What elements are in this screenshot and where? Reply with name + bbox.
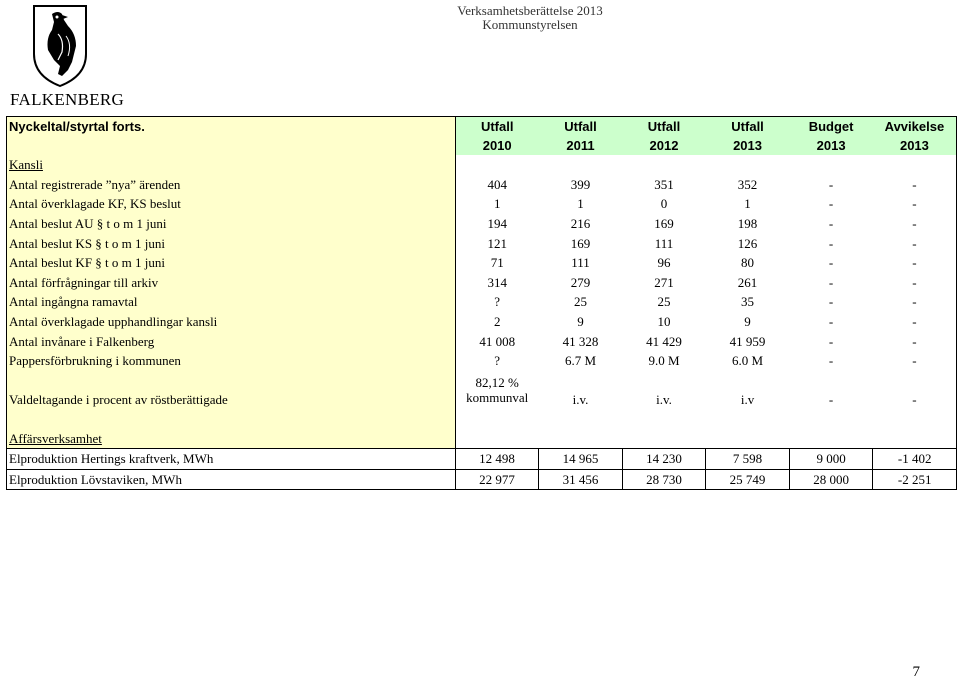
table-row <box>7 351 957 371</box>
cell-value: - <box>828 196 834 212</box>
cell-value: 80 <box>741 255 755 271</box>
cell-value: 111 <box>571 255 590 271</box>
section-title-affarsverksamhet: Affärsverksamhet <box>7 429 456 449</box>
cell-value: 194 <box>455 214 539 234</box>
cell-value: 1 <box>455 194 539 214</box>
cell-value: 9 <box>744 314 751 330</box>
column-year: 2013 <box>706 136 790 155</box>
column-header: Utfall <box>455 117 539 137</box>
cell-value: 9 <box>577 314 584 330</box>
cell-value: - <box>873 194 957 214</box>
cell-value: 25 <box>657 294 671 310</box>
section-title-kansli: Kansli <box>7 155 456 175</box>
cell-value: ? <box>455 292 539 312</box>
cell-value: 6.0 M <box>732 353 764 369</box>
cell-value: - <box>873 273 957 293</box>
cell-value: 10 <box>657 314 671 330</box>
cell-value <box>455 371 539 409</box>
cell-value: 41 429 <box>646 333 682 349</box>
cell-value: - <box>873 292 957 312</box>
cell-value: 71 <box>455 253 539 273</box>
table-row <box>7 371 957 409</box>
cell-value: - <box>828 314 834 330</box>
cell-value: 314 <box>455 273 539 293</box>
cell-value: 404 <box>455 175 539 195</box>
cell-value: 111 <box>654 235 674 251</box>
cell-value: 22 977 <box>455 469 539 490</box>
cell-value: 1 <box>577 196 584 212</box>
cell-value: 25 749 <box>706 469 790 490</box>
row-label: Pappersförbrukning i kommunen <box>7 351 456 371</box>
cell-value: 169 <box>654 216 674 232</box>
cell-value: 198 <box>737 216 758 232</box>
cell-value: 399 <box>570 176 591 192</box>
cell-value: - <box>828 391 834 407</box>
column-year: 2013 <box>873 136 957 155</box>
cell-value: i.v <box>740 391 755 407</box>
row-label: Antal överklagade upphandlingar kansli <box>7 312 456 332</box>
cell-value: 216 <box>570 216 591 232</box>
table-row <box>7 312 957 332</box>
cell-value: 41 959 <box>729 333 766 349</box>
row-label: Elproduktion Hertings kraftverk, MWh <box>7 449 456 470</box>
report-title: Verksamhetsberättelse 2013 <box>457 3 603 18</box>
table-row <box>7 469 957 490</box>
column-year: 2010 <box>455 136 539 155</box>
cell-value: i.v. <box>656 391 672 407</box>
table-row <box>7 449 957 470</box>
table-row <box>7 273 957 293</box>
cell-value: 121 <box>455 233 539 253</box>
column-header: Utfall <box>539 117 623 137</box>
cell-value: - <box>873 233 957 253</box>
cell-value: - <box>828 255 834 271</box>
cell-value: - <box>873 253 957 273</box>
row-label: Antal överklagade KF, KS beslut <box>7 194 456 214</box>
cell-value: 14 965 <box>539 449 623 470</box>
cell-value: 96 <box>657 255 671 271</box>
table-row <box>7 175 957 195</box>
table-title: Nyckeltal/styrtal forts. <box>7 117 456 137</box>
cell-value: 271 <box>654 274 674 290</box>
page-number: 7 <box>912 664 920 680</box>
column-header: Utfall <box>706 117 790 137</box>
cell-value: - <box>828 353 834 369</box>
row-label: Antal förfrågningar till arkiv <box>7 273 456 293</box>
cell-value: - <box>873 351 957 371</box>
cell-value: -2 251 <box>873 469 957 490</box>
table-row <box>7 214 957 234</box>
table-row <box>7 292 957 312</box>
cell-value: 126 <box>737 235 758 251</box>
cell-value: 352 <box>737 176 758 192</box>
column-header: Utfall <box>622 117 706 137</box>
cell-value: 28 730 <box>622 469 706 490</box>
cell-value: - <box>828 294 834 310</box>
section-row <box>7 429 957 449</box>
row-label: Valdeltagande i procent av röstberättigade <box>7 371 456 409</box>
row-label: Antal beslut KS § t o m 1 juni <box>7 233 456 253</box>
cell-value: 12 498 <box>455 449 539 470</box>
cell-value: 2 <box>455 312 539 332</box>
table-row <box>7 233 957 253</box>
cell-value-line: kommunval <box>466 389 529 405</box>
column-header: Budget <box>789 117 873 137</box>
cell-value: - <box>828 333 834 349</box>
cell-value: 351 <box>654 176 674 192</box>
cell-value: - <box>828 176 834 192</box>
cell-value: 279 <box>570 274 591 290</box>
cell-value: 7 598 <box>706 449 790 470</box>
cell-value: 41 328 <box>562 333 599 349</box>
cell-value: - <box>873 175 957 195</box>
cell-value: 9.0 M <box>648 353 680 369</box>
cell-value-line: 82,12 % <box>475 374 519 390</box>
table-row <box>7 331 957 351</box>
row-label: Antal registrerade ”nya” ärenden <box>7 175 456 195</box>
cell-value: 28 000 <box>789 469 873 490</box>
table-header-row <box>7 117 957 137</box>
document-header <box>0 4 960 32</box>
column-year: 2013 <box>789 136 873 155</box>
cell-value: i.v. <box>572 391 589 407</box>
cell-value: -1 402 <box>873 449 957 470</box>
cell-value: - <box>828 235 834 251</box>
table-header-row <box>7 136 957 155</box>
row-label: Antal ingångna ramavtal <box>7 292 456 312</box>
row-label: Antal invånare i Falkenberg <box>7 331 456 351</box>
cell-value: - <box>873 371 957 409</box>
cell-value: 9 000 <box>789 449 873 470</box>
cell-value: 169 <box>570 235 591 251</box>
row-label: Antal beslut AU § t o m 1 juni <box>7 214 456 234</box>
cell-value: - <box>828 274 834 290</box>
row-label: Antal beslut KF § t o m 1 juni <box>7 253 456 273</box>
cell-value: 261 <box>737 274 758 290</box>
column-year: 2011 <box>539 136 623 155</box>
cell-value: - <box>873 214 957 234</box>
cell-value: 1 <box>744 196 751 212</box>
cell-value: 14 230 <box>622 449 706 470</box>
column-year: 2012 <box>622 136 706 155</box>
cell-value: 31 456 <box>539 469 623 490</box>
logo-text: FALKENBERG <box>10 90 125 109</box>
cell-value: - <box>828 216 834 232</box>
section-row <box>7 155 957 175</box>
cell-value: ? <box>455 351 539 371</box>
column-header: Avvikelse <box>873 117 957 137</box>
key-figures-table <box>6 116 957 490</box>
cell-value: 35 <box>741 294 755 310</box>
cell-value: 41 008 <box>455 331 539 351</box>
table-row <box>7 253 957 273</box>
spacer-row <box>7 409 957 429</box>
table-row <box>7 194 957 214</box>
report-subtitle: Kommunstyrelsen <box>482 17 578 32</box>
cell-value: - <box>873 312 957 332</box>
row-label: Elproduktion Lövstaviken, MWh <box>7 469 456 490</box>
cell-value: 0 <box>660 196 668 212</box>
cell-value: 25 <box>573 294 587 310</box>
cell-value: 6.7 M <box>564 353 597 369</box>
cell-value: - <box>873 331 957 351</box>
